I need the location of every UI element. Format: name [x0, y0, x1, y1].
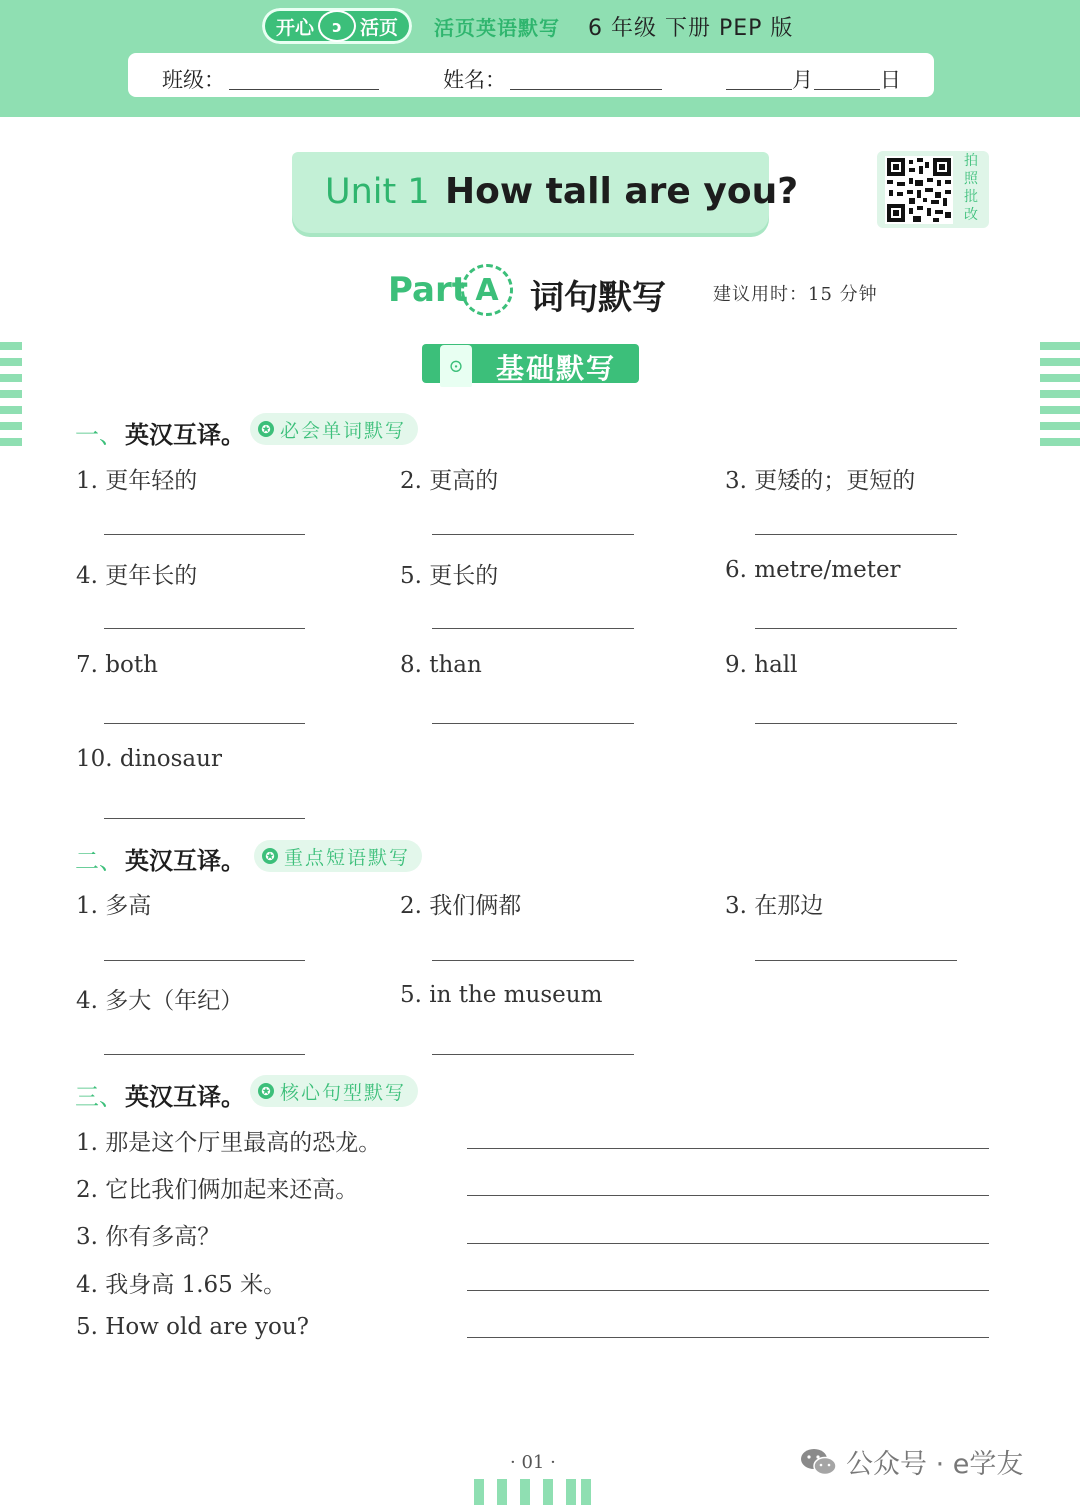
question-item: 5. 更长的	[400, 563, 499, 589]
page-number: · 01 ·	[510, 1452, 556, 1473]
question-item: 1. 更年轻的	[76, 468, 198, 494]
answer-line[interactable]	[755, 723, 957, 724]
answer-line[interactable]	[755, 960, 957, 961]
magnifier-bookmark-icon: ⊙	[440, 345, 472, 387]
name-label: 姓名：	[443, 68, 506, 92]
answer-line[interactable]	[104, 818, 305, 819]
answer-line[interactable]	[104, 723, 305, 724]
question-item: 1. 多高	[76, 893, 152, 919]
time-note: 建议用时：15 分钟	[713, 284, 878, 305]
part-title: 词句默写	[530, 278, 666, 318]
right-stripe	[1040, 422, 1080, 430]
class-label: 班级：	[162, 68, 225, 92]
question-item: 4. 更年长的	[76, 563, 198, 589]
left-stripe	[0, 406, 22, 414]
watermark	[800, 1442, 1023, 1481]
grade-label: 6 年级 下册 PEP 版	[588, 16, 794, 41]
section-number: 三、	[75, 1083, 123, 1111]
sentence-item: 1. 那是这个厅里最高的恐龙。	[76, 1130, 382, 1156]
question-item: 10. dinosaur	[76, 746, 222, 772]
left-stripe	[0, 390, 22, 398]
section-tag-label: 必会单词默写	[280, 419, 407, 442]
qr-caption: 拍照批改	[964, 153, 978, 223]
unit-number: Unit 1	[325, 172, 430, 212]
day-label: 日	[880, 68, 901, 92]
series-title: 活页英语默写	[434, 16, 560, 40]
answer-line[interactable]	[755, 534, 957, 535]
footer-bar	[566, 1479, 576, 1505]
right-stripe	[1040, 438, 1080, 446]
answer-line[interactable]	[755, 628, 957, 629]
star-icon: ✪	[262, 848, 278, 864]
footer-bar	[474, 1479, 484, 1505]
part-word: Part	[388, 270, 468, 310]
question-item: 8. than	[400, 652, 482, 678]
answer-line[interactable]	[104, 960, 305, 961]
answer-line[interactable]	[467, 1195, 989, 1196]
part-letter: A	[461, 264, 513, 316]
qr-code-icon[interactable]	[885, 156, 953, 224]
wechat-icon	[800, 1447, 838, 1477]
star-icon: ✪	[258, 421, 274, 437]
class-field[interactable]	[229, 89, 379, 90]
unit-title: How tall are you?	[445, 171, 799, 212]
sentence-item: 4. 我身高 1.65 米。	[76, 1272, 287, 1298]
section-number: 一、	[75, 421, 123, 449]
left-stripe	[0, 374, 22, 382]
answer-line[interactable]	[432, 628, 634, 629]
name-field[interactable]	[510, 89, 662, 90]
sentence-item: 5. How old are you?	[76, 1314, 310, 1340]
sentence-item: 3. 你有多高？	[76, 1224, 221, 1250]
left-stripe	[0, 422, 22, 430]
footer-bar	[581, 1479, 591, 1505]
section-tag	[254, 840, 422, 872]
left-stripe	[0, 358, 22, 366]
question-item: 3. 在那边	[725, 893, 824, 919]
brand-mid: ɔ	[318, 10, 356, 42]
left-stripe	[0, 342, 22, 350]
footer-bar	[543, 1479, 553, 1505]
right-stripe	[1040, 374, 1080, 382]
question-item: 2. 我们俩都	[400, 893, 522, 919]
question-item: 7. both	[76, 652, 158, 678]
answer-line[interactable]	[467, 1337, 989, 1338]
brand-left: 开心	[275, 16, 314, 39]
watermark-text: 公众号 · e学友	[846, 1449, 1024, 1480]
section-tag	[250, 413, 418, 445]
section-tag-label: 核心句型默写	[280, 1081, 407, 1104]
question-item: 3. 更矮的；更短的	[725, 468, 916, 494]
answer-line[interactable]	[432, 960, 634, 961]
brand-logo	[262, 8, 412, 44]
section-title: 英汉互译。	[125, 847, 245, 875]
question-item: 2. 更高的	[400, 468, 499, 494]
right-stripe	[1040, 390, 1080, 398]
left-stripe	[0, 438, 22, 446]
star-icon: ✪	[258, 1083, 274, 1099]
section-number: 二、	[75, 847, 123, 875]
answer-line[interactable]	[104, 534, 305, 535]
answer-line[interactable]	[467, 1148, 989, 1149]
question-item: 6. metre/meter	[725, 557, 901, 583]
footer-bar	[497, 1479, 507, 1505]
day-field[interactable]	[814, 89, 880, 90]
question-item: 9. hall	[725, 652, 798, 678]
section-tag	[250, 1075, 418, 1107]
right-stripe	[1040, 406, 1080, 414]
section-title: 英汉互译。	[125, 1083, 245, 1111]
month-field[interactable]	[726, 89, 792, 90]
question-item: 5. in the museum	[400, 982, 603, 1008]
section-title: 英汉互译。	[125, 421, 245, 449]
footer-bar	[520, 1479, 530, 1505]
answer-line[interactable]	[432, 723, 634, 724]
answer-line[interactable]	[104, 1054, 305, 1055]
section-tag-label: 重点短语默写	[284, 846, 411, 869]
brand-right: 活页	[360, 16, 399, 39]
right-stripe	[1040, 342, 1080, 350]
answer-line[interactable]	[432, 534, 634, 535]
sentence-item: 2. 它比我们俩加起来还高。	[76, 1177, 359, 1203]
basic-label: 基础默写	[496, 352, 617, 385]
month-label: 月	[792, 68, 813, 92]
answer-line[interactable]	[467, 1290, 989, 1291]
right-stripe	[1040, 358, 1080, 366]
answer-line[interactable]	[467, 1243, 989, 1244]
student-info-bar	[128, 53, 934, 97]
question-item: 4. 多大（年纪）	[76, 988, 244, 1014]
answer-line[interactable]	[432, 1054, 634, 1055]
answer-line[interactable]	[104, 628, 305, 629]
